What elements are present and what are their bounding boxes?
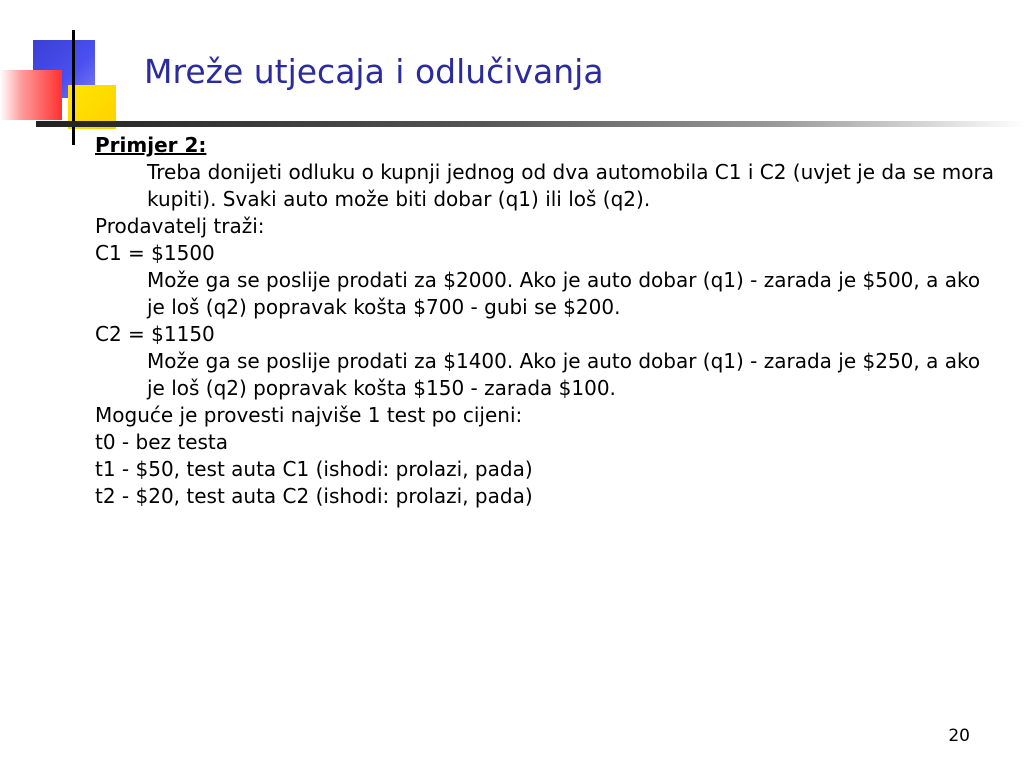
test-option-t1: t1 - $50, test auta C1 (ishodi: prolazi, pada) (95, 457, 533, 481)
red-square-decoration (0, 70, 62, 120)
c2-price: C2 = $1150 (95, 322, 215, 346)
c1-detail: Može ga se poslije prodati za $2000. Ako je auto dobar (q1) - zarada je $500, a ako je loš (q2) popravak košta $700 - gubi se $200. (147, 268, 981, 319)
test-intro: Moguće je provesti najviše 1 test po cijeni: (95, 403, 523, 427)
title-underline-divider (36, 121, 1024, 127)
seller-label: Prodavatelj traži: (95, 214, 265, 238)
intro-paragraph: Treba donijeti odluku o kupnji jednog od dva automobila C1 i C2 (uvjet je da se mora kupiti). Svaki auto može biti dobar (q1) ili loš (q2). (147, 160, 994, 211)
slide-title: Mreže utjecaja i odlučivanja (144, 52, 604, 91)
slide-content (95, 132, 995, 510)
c2-detail: Može ga se poslije prodati za $1400. Ako je auto dobar (q1) - zarada je $250, a ako je loš (q2) popravak košta $150 - zarada $100. (147, 349, 981, 400)
c1-price: C1 = $1500 (95, 241, 215, 265)
vertical-line-decoration (72, 30, 75, 145)
example-heading: Primjer 2: (95, 133, 207, 157)
test-option-t2: t2 - $20, test auta C2 (ishodi: prolazi, pada) (95, 484, 533, 508)
slide-logo-decoration (0, 0, 130, 150)
page-number: 20 (948, 726, 970, 746)
test-option-t0: t0 - bez testa (95, 430, 229, 454)
